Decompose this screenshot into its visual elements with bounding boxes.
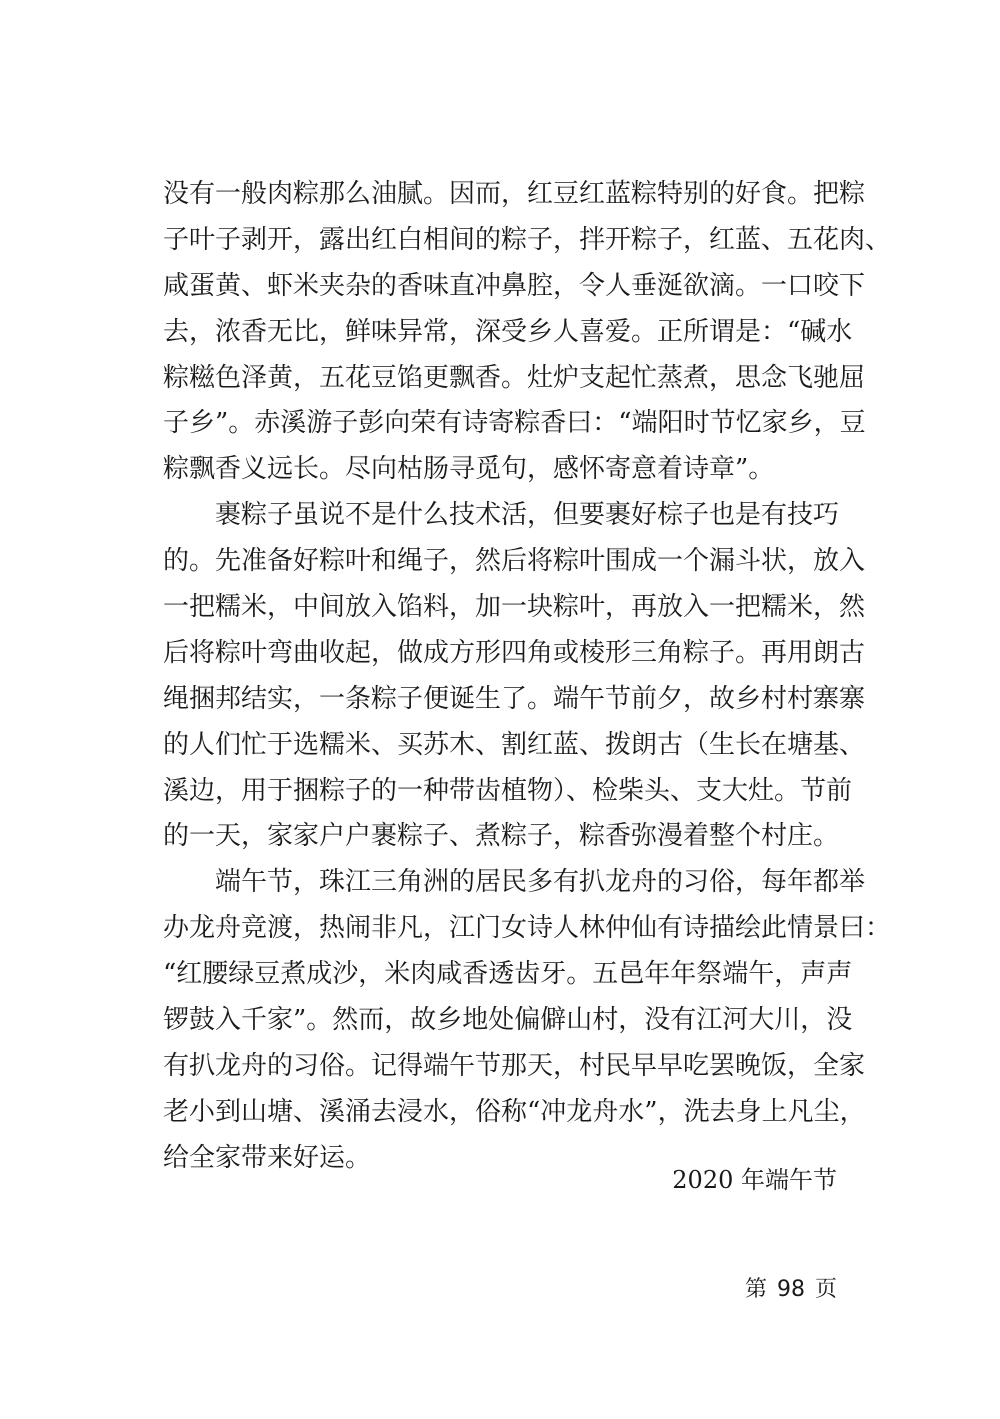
- paragraph-1-line-4: 去，浓香无比，鲜味异常，深受乡人喜爱。正所谓是：“碱水: [163, 316, 853, 347]
- paragraph-2-line-5: 绳捆邦结实，一条粽子便诞生了。端午节前夕，故乡村村寨寨: [163, 683, 866, 714]
- paragraph-3-line-5: 有扒龙舟的习俗。记得端午节那天，村民早早吃罢晚饭，全家: [163, 1050, 866, 1081]
- page-number-value: 98: [776, 1277, 805, 1302]
- paragraph-1-line-5: 粽糍色泽黄，五花豆馅更飘香。灶炉支起忙蒸煮，思念飞驰屈: [163, 362, 866, 393]
- paragraph-2-line-3: 一把糯米，中间放入馅料，加一块粽叶，再放入一把糯米，然: [163, 592, 866, 623]
- dateline: 2020 年端午节: [672, 1166, 837, 1194]
- paragraph-2-line-7: 溪边，用于捆粽子的一种带齿植物）、检柴头、支大灶。节前: [163, 775, 853, 806]
- paragraph-3-line-1: 端午节，珠江三角洲的居民多有扒龙舟的习俗，每年都举: [215, 867, 866, 898]
- paragraph-2-line-8: 的一天，家家户户裹粽子、煮粽子，粽香弥漫着整个村庄。: [163, 821, 840, 852]
- page-number-suffix: 页: [814, 1277, 837, 1302]
- paragraph-3-line-2: 办龙舟竞渡，热闹非凡，江门女诗人林仲仙有诗描绘此情景曰：: [163, 913, 892, 944]
- paragraph-2-line-2: 的。先准备好粽叶和绳子，然后将粽叶围成一个漏斗状，放入: [163, 546, 866, 577]
- paragraph-3-line-6: 老小到山塘、溪涌去浸水，俗称“冲龙舟水”，洗去身上凡尘，: [163, 1096, 866, 1127]
- paragraph-1-line-7: 粽飘香义远长。尽向枯肠寻觅句，感怀寄意着诗章”。: [163, 454, 775, 485]
- body-text: [163, 172, 892, 1182]
- paragraph-3-line-4: 锣鼓入千家”。然而，故乡地处偏僻山村，没有江河大川，没: [163, 1005, 853, 1036]
- paragraph-1-line-1: 没有一般肉粽那么油腻。因而，红豆红蓝粽特别的好食。把粽: [163, 179, 866, 209]
- paragraph-1-line-6: 子乡”。赤溪游子彭向荣有诗寄粽香曰：“端阳时节忆家乡，豆: [163, 408, 866, 439]
- page-number-prefix: 第: [744, 1277, 767, 1302]
- paragraph-1-line-3: 咸蛋黄、虾米夹杂的香味直冲鼻腔，令人垂涎欲滴。一口咬下: [163, 270, 866, 301]
- paragraph-1-line-2: 子叶子剥开，露出红白相间的粽子，拌开粽子，红蓝、五花肉、: [163, 224, 892, 255]
- paragraph-3-line-3: “红腰绿豆煮成沙，米肉咸香透齿牙。五邑年年祭端午，声声: [163, 959, 853, 990]
- page-number: [745, 1272, 837, 1308]
- paragraph-2-line-6: 的人们忙于选糯米、买苏木、割红蓝、拨朗古（生长在塘基、: [163, 729, 866, 760]
- paragraph-3-line-7: 给全家带来好运。: [163, 1142, 372, 1173]
- paragraph-2-line-1: 裹粽子虽说不是什么技术活，但要裹好棕子也是有技巧: [215, 500, 840, 531]
- paragraph-2-line-4: 后将粽叶弯曲收起，做成方形四角或棱形三角粽子。再用朗古: [163, 637, 866, 668]
